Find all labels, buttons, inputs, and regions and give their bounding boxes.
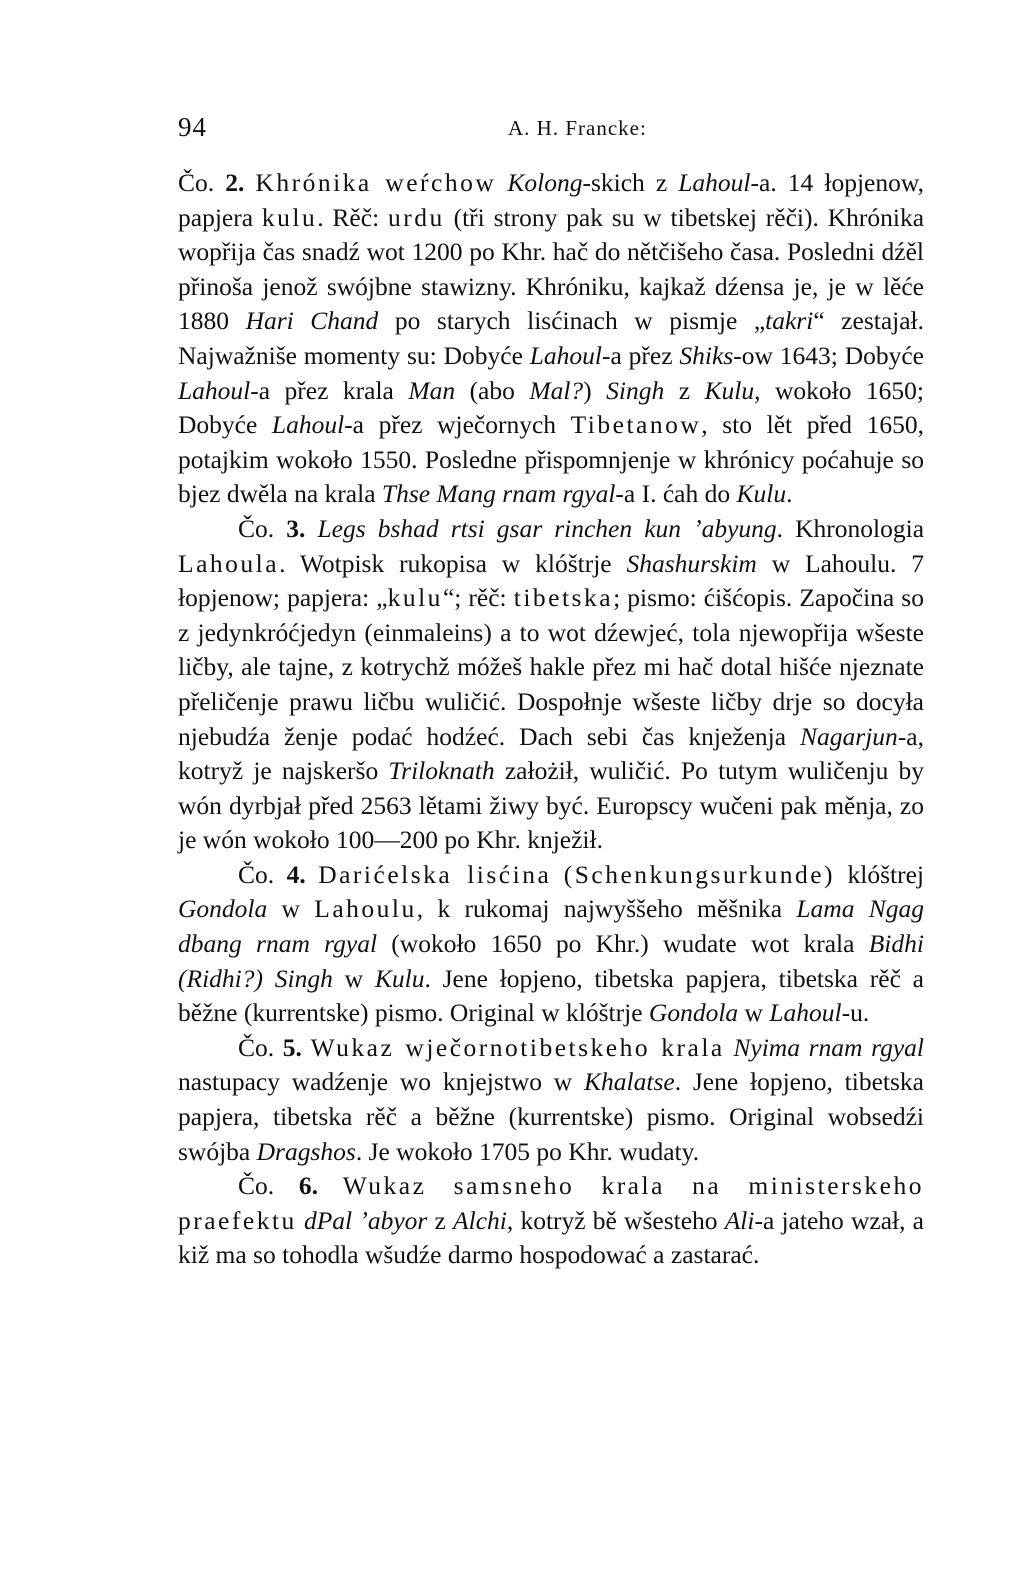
text-run: w — [738, 998, 770, 1028]
entry-5 — [178, 1031, 924, 1169]
text-run: Kulu — [704, 375, 755, 405]
text-run — [551, 860, 563, 889]
entry-4 — [178, 858, 924, 1031]
text-run: Man — [408, 375, 456, 405]
running-title: A. H. Francke: — [508, 116, 647, 140]
entry-3 — [178, 512, 924, 858]
text-run: . — [786, 479, 793, 509]
text-run: Khalatse — [584, 1067, 675, 1097]
text-run: -ow 1643; Dobyće — [733, 340, 924, 370]
text-run: , k rukomaj najwyššeho měšnika — [416, 894, 797, 924]
text-run: Triloknath — [388, 756, 495, 786]
text-run: -a, kotryž je najskeršo — [178, 721, 924, 786]
entry-number: 3. — [286, 513, 306, 543]
text-run: Lahoul — [678, 168, 751, 197]
text-run: -u. — [841, 998, 870, 1028]
entry-number: 6. — [298, 1171, 318, 1201]
text-run: Kulu — [374, 963, 425, 993]
text-run: Kulu — [736, 479, 787, 509]
text-run: nastupacy wadźenje wo knjejstwo w — [178, 1067, 585, 1097]
text-run: Lahoul — [529, 340, 603, 370]
entry-label: Čo. — [178, 168, 215, 197]
text-run: Lahoul — [271, 410, 345, 440]
text-run: (abo — [455, 375, 530, 405]
page-number: 94 — [178, 112, 207, 142]
text-run: (tři strony pak su w tibetskej rěči). Khrónika wopřija čas snadź wot 1200 po Khr. hač do nětčišeho časa. Posledni dźěl přinoša jenož swójbne stawizny. Khróniku, kajkaž dźensa je, je w lěće 1880 — [178, 202, 925, 336]
text-run: z — [664, 375, 705, 405]
text-run: Legs bshad rtsi gsar rinchen kun ʼabyung — [317, 513, 777, 543]
text-run: Lama Ngag dbang rnam rgyal — [178, 894, 924, 959]
text-run: Tibetanow — [570, 410, 702, 440]
text-run: Gondola — [648, 998, 739, 1028]
text-run: klóštrej — [835, 859, 924, 889]
text-run: Nyima rnam rgyal — [733, 1032, 924, 1062]
text-run: Wukaz wječornotibetskeho krala — [310, 1032, 725, 1062]
text-run — [496, 168, 507, 197]
text-run: , wokoło 1650; Dobyće — [178, 375, 924, 440]
text-run: -a. 14 łopjenow, papjera — [178, 168, 924, 232]
text-run: kulu — [261, 202, 318, 232]
entry-number: 4. — [286, 859, 306, 889]
text-run: -a přez — [602, 340, 680, 370]
text-run: po starych lisćinach w pismje „ — [378, 306, 766, 336]
text-run: . Wotpisk rukopisa w klóštrje — [279, 548, 627, 578]
entry-text — [178, 1171, 924, 1269]
text-run: z — [427, 1205, 454, 1235]
text-run — [297, 1206, 304, 1235]
text-run: w — [267, 894, 315, 924]
text-run: urdu — [388, 202, 445, 232]
text-run: Lahoulu — [314, 894, 417, 924]
text-run: Thse Mang rnam rgyal — [381, 479, 616, 509]
text-run: Hari Chand — [245, 306, 379, 336]
text-run: Gondola — [178, 894, 268, 924]
text-run: Singh — [606, 375, 665, 405]
entry-2 — [178, 166, 924, 512]
text-run: Mal? — [529, 375, 584, 405]
text-run: Dragshos — [256, 1136, 356, 1166]
text-run: -a I. ćah do — [615, 479, 737, 509]
text-run: “; rěč: — [442, 583, 514, 613]
entry-number: 2. — [225, 168, 245, 197]
text-run: w Lahoulu. 7 łopjenow; papjera: „ — [178, 548, 924, 613]
text-run: “ zestajał. Najwažniše momenty su: Dobyće — [178, 306, 925, 370]
entry-label: Čo. — [238, 859, 275, 889]
text-run: , sto lět před 1650, potajkim wokoło 1550. Posledne přispomnjenje w khrónicy poćahuje so bjez dwěla na krala — [178, 410, 924, 509]
text-run: . Jene łopjeno, tibetska papjera, tibetska rěč a běžne (kurrentske) pismo. Original wobsedźi swójba — [178, 1067, 924, 1166]
text-run: założił, wuličić. Po tutym wuličenju by wón dyrbjał před 2563 lětami žiwy być. Europscy wučeni pak měnja, zo je wón wokoło 100—200 po Khr. knježił. — [178, 756, 924, 855]
text-run: Shiks — [679, 340, 734, 370]
entry-label: Čo. — [238, 1032, 275, 1062]
text-run: Lahoul — [769, 998, 842, 1028]
text-run: Kolong — [507, 168, 583, 197]
entry-label: Čo. — [238, 1171, 275, 1201]
text-run: Shashurskim — [626, 548, 757, 578]
text-run: ) — [583, 375, 607, 405]
text-run: Nagarjun — [800, 721, 898, 751]
text-run: Bidhi (Ridhi?) Singh — [178, 929, 924, 993]
text-run: dPal ʼabyor — [303, 1205, 428, 1235]
text-run: Alchi — [453, 1205, 507, 1235]
text-run: Khrónika weŕchow — [255, 168, 497, 197]
text-run: . Jene łopjeno, tibetska papjera, tibetska rěč a běžne (kurrentske) pismo. Original w klóštrje — [178, 963, 924, 1028]
text-run: Ali — [724, 1205, 755, 1235]
text-run: -skich z — [582, 168, 679, 197]
text-run: (wokoło 1650 po Khr.) wudate wot krala — [377, 929, 869, 959]
entry-label: Čo. — [238, 513, 275, 543]
text-run: w — [332, 963, 375, 993]
entry-number: 5. — [282, 1032, 302, 1062]
text-run: Lahoula — [178, 548, 280, 578]
text-run: kulu — [387, 583, 443, 613]
entry-text — [178, 514, 924, 854]
text-run: -a jateho wzał, a kiž ma so tohodla wšudźe darmo hospodować a zastarać. — [178, 1205, 924, 1270]
text-run: . Khronologia — [776, 513, 925, 543]
text-run: Lahoul — [178, 375, 251, 405]
text-run: -a přez wječornych — [344, 410, 571, 440]
text-run: takri — [765, 306, 814, 336]
text-run: . Je wokoło 1705 po Khr. wudaty. — [355, 1136, 700, 1166]
running-head — [178, 112, 928, 152]
text-run: . Rěč: — [317, 202, 388, 232]
entry-6 — [178, 1169, 924, 1273]
text-run: , kotryž bě wšesteho — [506, 1205, 725, 1235]
text-run: (Schenkungsurkunde) — [563, 859, 836, 889]
text-run: Wukaz samsneho krala na ministerskeho praefektu — [178, 1171, 924, 1235]
text-run: ; pismo: ćišćopis. Započina so z jedynkróćjedyn (einmaleins) a to wot dźewjeć, tola njewopřija wšeste ličby, ale tajne, z kotrychž móžeš hakle přez mi hač dotal hišće njeznate přeličenje prawu ličbu wuličić. Dospołnje wšeste ličby drje so docyła njebudźa ženje podać hodźeć. Dach sebi čas knježenja — [178, 583, 924, 751]
text-run: Darićelska lisćina — [318, 859, 552, 889]
text-run: tibetska — [513, 583, 614, 613]
entry-text — [178, 168, 924, 508]
text-run: -a přez krala — [250, 375, 409, 405]
text-body — [178, 166, 924, 1273]
